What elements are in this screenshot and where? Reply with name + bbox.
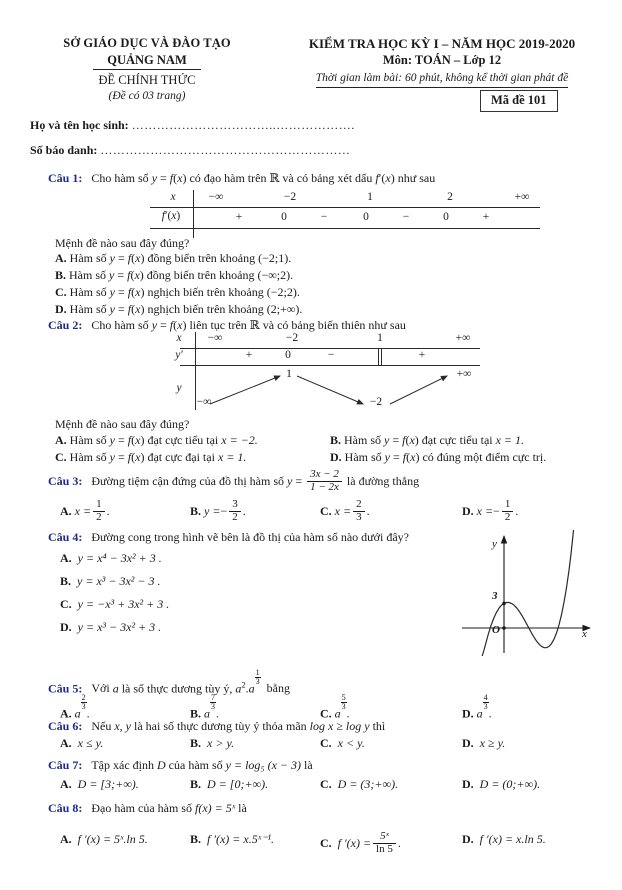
q4-option-b[interactable]: B. y = x³ − 3x² − 3 . [60,574,161,588]
question-2-stem: Câu 2: Cho hàm số y = f(x) liên tục trên ℝ và có bảng biến thiên như sau [48,318,406,332]
q3-fraction: $\frac{3x - 2}{1 - 2x}$ [307,469,342,494]
q1-sign-3: 0 [363,211,369,223]
q8-option-b[interactable]: B. f ′(x) = x.5ˣ⁻¹. [190,832,275,846]
q1-option-d-key: D. [55,302,67,316]
q1-sign-5: 0 [443,211,449,223]
q1-option-a-key: A. [55,251,67,265]
q3-option-a[interactable]: A. x = $\frac{1}{2}$ . [60,498,110,523]
q2-sign-0: + [245,349,253,361]
q1-sign-6: + [482,211,490,223]
student-id-label: Số báo danh: [30,143,98,157]
q1-option-b-key: B. [55,268,67,282]
student-id-dots: …………………………………………………… [100,143,351,157]
q2-sign-1: 0 [285,349,291,361]
q1-sign-2: − [320,211,328,223]
q2-prompt: Mệnh đề nào sau đây đúng? [55,417,190,431]
q5-option-c[interactable]: C. a $\frac{5}{3}$ . [320,693,350,721]
q2-branch-0: −∞ [196,396,212,408]
question-6-label: Câu 6: [48,719,83,733]
q8-option-d[interactable]: D. f ′(x) = x.ln 5. [462,832,546,846]
q1-prompt: Mệnh đề nào sau đây đúng? [55,236,190,250]
q2-option-c[interactable]: C. Hàm số y = f(x) đạt cực đại tại x = 1. [55,450,247,464]
cubic-curve-plot [450,528,600,656]
x-axis-label: x [582,628,587,640]
q1-stem-d: như sau [397,171,436,185]
pages-note: (Đề có 03 trang) [108,90,186,102]
department-line2: QUẢNG NAM [93,53,201,70]
question-4-graph [450,528,600,656]
q6-option-d[interactable]: D. x ≥ y. [462,736,506,750]
q2-branch-1: 1 [286,368,292,380]
q7-option-c[interactable]: C. D = (3;+∞). [320,777,399,791]
exam-title: KIỂM TRA HỌC KỲ I – NĂM HỌC 2019-2020 [308,36,576,51]
q1-row2-head: f′(x) [161,210,181,222]
q1-option-a[interactable]: A. Hàm số y = f(x) đồng biến trên khoảng (−2;1). [55,251,292,265]
student-name-label: Họ và tên học sinh: [30,118,129,132]
q2-option-d[interactable]: D. Hàm số y = f(x) có đúng một điểm cực trị. [330,450,547,464]
question-1-label: Câu 1: [48,171,83,185]
q6-option-b[interactable]: B. x > y. [190,736,235,750]
q6-option-a[interactable]: A. x ≤ y. [60,736,104,750]
school-department-block [22,36,272,103]
q1-x-4: +∞ [514,191,530,203]
q3-option-c[interactable]: C. x = $\frac{2}{3}$ . [320,498,370,523]
student-name-field [30,118,355,133]
q5-option-d[interactable]: D. a $\frac{4}{3}$ . [462,693,492,721]
question-5-stem: Câu 5: Với a là số thực dương tùy ý, $a^2.a$ $\frac{1}{3}$ bằng [48,668,290,696]
department-line1: SỞ GIÁO DỤC VÀ ĐÀO TẠO [63,36,231,50]
question-6-stem: Câu 6: Nếu x, y là hai số thực dương tùy ý thỏa mãn log x ≥ log y thì [48,719,386,733]
q5-stem-exponent-fraction: $\frac{1}{3}$ [255,668,260,687]
q1-x-0: −∞ [208,191,224,203]
q2-option-a[interactable]: A. Hàm số y = f(x) đạt cực tiểu tại x = −2. [55,433,258,447]
question-3-stem: Câu 3: Đường tiệm cận đứng của đồ thị hàm số y = $\frac{3x - 2}{1 - 2x}$ là đường thẳng [48,468,420,493]
question-4-label: Câu 4: [48,530,83,544]
q8-option-a[interactable]: A. f ′(x) = 5ˣ.ln 5. [60,832,148,846]
q8-option-c-fraction: $\frac{\text{5ˣ}}{\ln 5}$ [373,831,396,856]
exam-title-block [272,36,612,88]
q4-option-a[interactable]: A. y = x⁴ − 3x² + 3 . [60,551,162,565]
question-1-sign-table [120,190,540,232]
q2-branch-2: −2 [369,396,383,408]
q1-stem-c: và có bảng xét dấu [282,171,373,185]
question-2-label: Câu 2: [48,318,83,332]
q2-option-b[interactable]: B. Hàm số y = f(x) đạt cực tiểu tại x = 1. [330,433,525,447]
q1-sign-0: + [235,211,243,223]
question-7-label: Câu 7: [48,758,83,772]
student-name-dots: ……………………………..………………. [131,118,355,132]
q1-option-c[interactable]: C. Hàm số y = f(x) nghịch biến trên khoảng (−2;2). [55,285,300,299]
question-7-stem: Câu 7: Tập xác định D của hàm số y = log₅ (x − 3) là [48,758,313,772]
q6-option-c[interactable]: C. x < y. [320,736,365,750]
q1-stem-b: có đạo hàm trên [189,171,267,185]
exam-subject: Môn: TOÁN – Lớp 12 [382,53,502,67]
q1-stem-a: Cho hàm số [91,171,149,185]
question-4-stem: Câu 4: Đường cong trong hình vẽ bên là đồ thị của hàm số nào dưới đây? [48,530,409,544]
student-id-field [30,143,350,158]
q2-sign-3: + [418,349,426,361]
q2-row2-head: y′ [175,349,183,361]
q2-branch-3: +∞ [456,368,472,380]
q2-x-2: 1 [377,332,383,344]
q1-x-2: 1 [367,191,373,203]
q5-option-b[interactable]: B. a $\frac{7}{3}$ . [190,693,220,721]
q8-option-c[interactable]: C. f ′(x) = $\frac{\text{5ˣ}}{\ln 5}$ . [320,830,401,855]
q4-option-c[interactable]: C. y = −x³ + 3x² + 3 . [60,597,170,611]
origin-label: O [492,624,500,636]
y-axis-label: y [492,538,497,550]
question-1-stem: Câu 1: Cho hàm số y = f(x) có đạo hàm trên ℝ và có bảng xét dấu f′(x) như sau [48,171,436,185]
question-8-label: Câu 8: [48,801,83,815]
q7-option-d[interactable]: D. D = (0;+∞). [462,777,541,791]
q3-option-b[interactable]: B. y =− $\frac{3}{2}$ . [190,498,246,523]
q7-option-b[interactable]: B. D = [0;+∞). [190,777,269,791]
q1-option-d[interactable]: D. Hàm số y = f(x) nghịch biến trên khoảng (2;+∞). [55,302,303,316]
exam-duration: Thời gian làm bài: 60 phút, không kể thời gian phát đề [316,71,568,88]
question-5-label: Câu 5: [48,681,83,696]
q5-option-a[interactable]: A. a $\frac{2}{3}$ . [60,693,90,721]
q2-sign-2: − [327,349,335,361]
q1-sign-4: − [402,211,410,223]
y-intercept-label: 3 [492,590,498,602]
q2-x-3: +∞ [455,332,471,344]
q3-option-d[interactable]: D. x =− $\frac{1}{2}$ . [462,498,519,523]
question-8-stem: Câu 8: Đạo hàm của hàm số f(x) = 5ˣ là [48,801,247,815]
exam-code-box: Mã đề 101 [480,90,558,112]
official-label: ĐỀ CHÍNH THỨC [98,73,196,87]
q1-sign-1: 0 [281,211,287,223]
q1-row1-head: x [170,191,176,203]
q1-option-c-key: C. [55,285,67,299]
q7-option-a[interactable]: A. D = [3;+∞). [60,777,139,791]
q4-option-d[interactable]: D. y = x³ − 3x² + 3 . [60,620,162,634]
q1-x-1: −2 [283,191,297,203]
q1-x-3: 2 [447,191,453,203]
q2-row3-head: y [176,382,182,394]
q2-x-1: −2 [285,332,299,344]
question-2-variation-table [150,332,490,410]
q2-row1-head: x [176,332,182,344]
question-3-label: Câu 3: [48,474,83,489]
q2-x-0: −∞ [207,332,223,344]
q1-option-b[interactable]: B. Hàm số y = f(x) đồng biến trên khoảng (−∞;2). [55,268,294,282]
